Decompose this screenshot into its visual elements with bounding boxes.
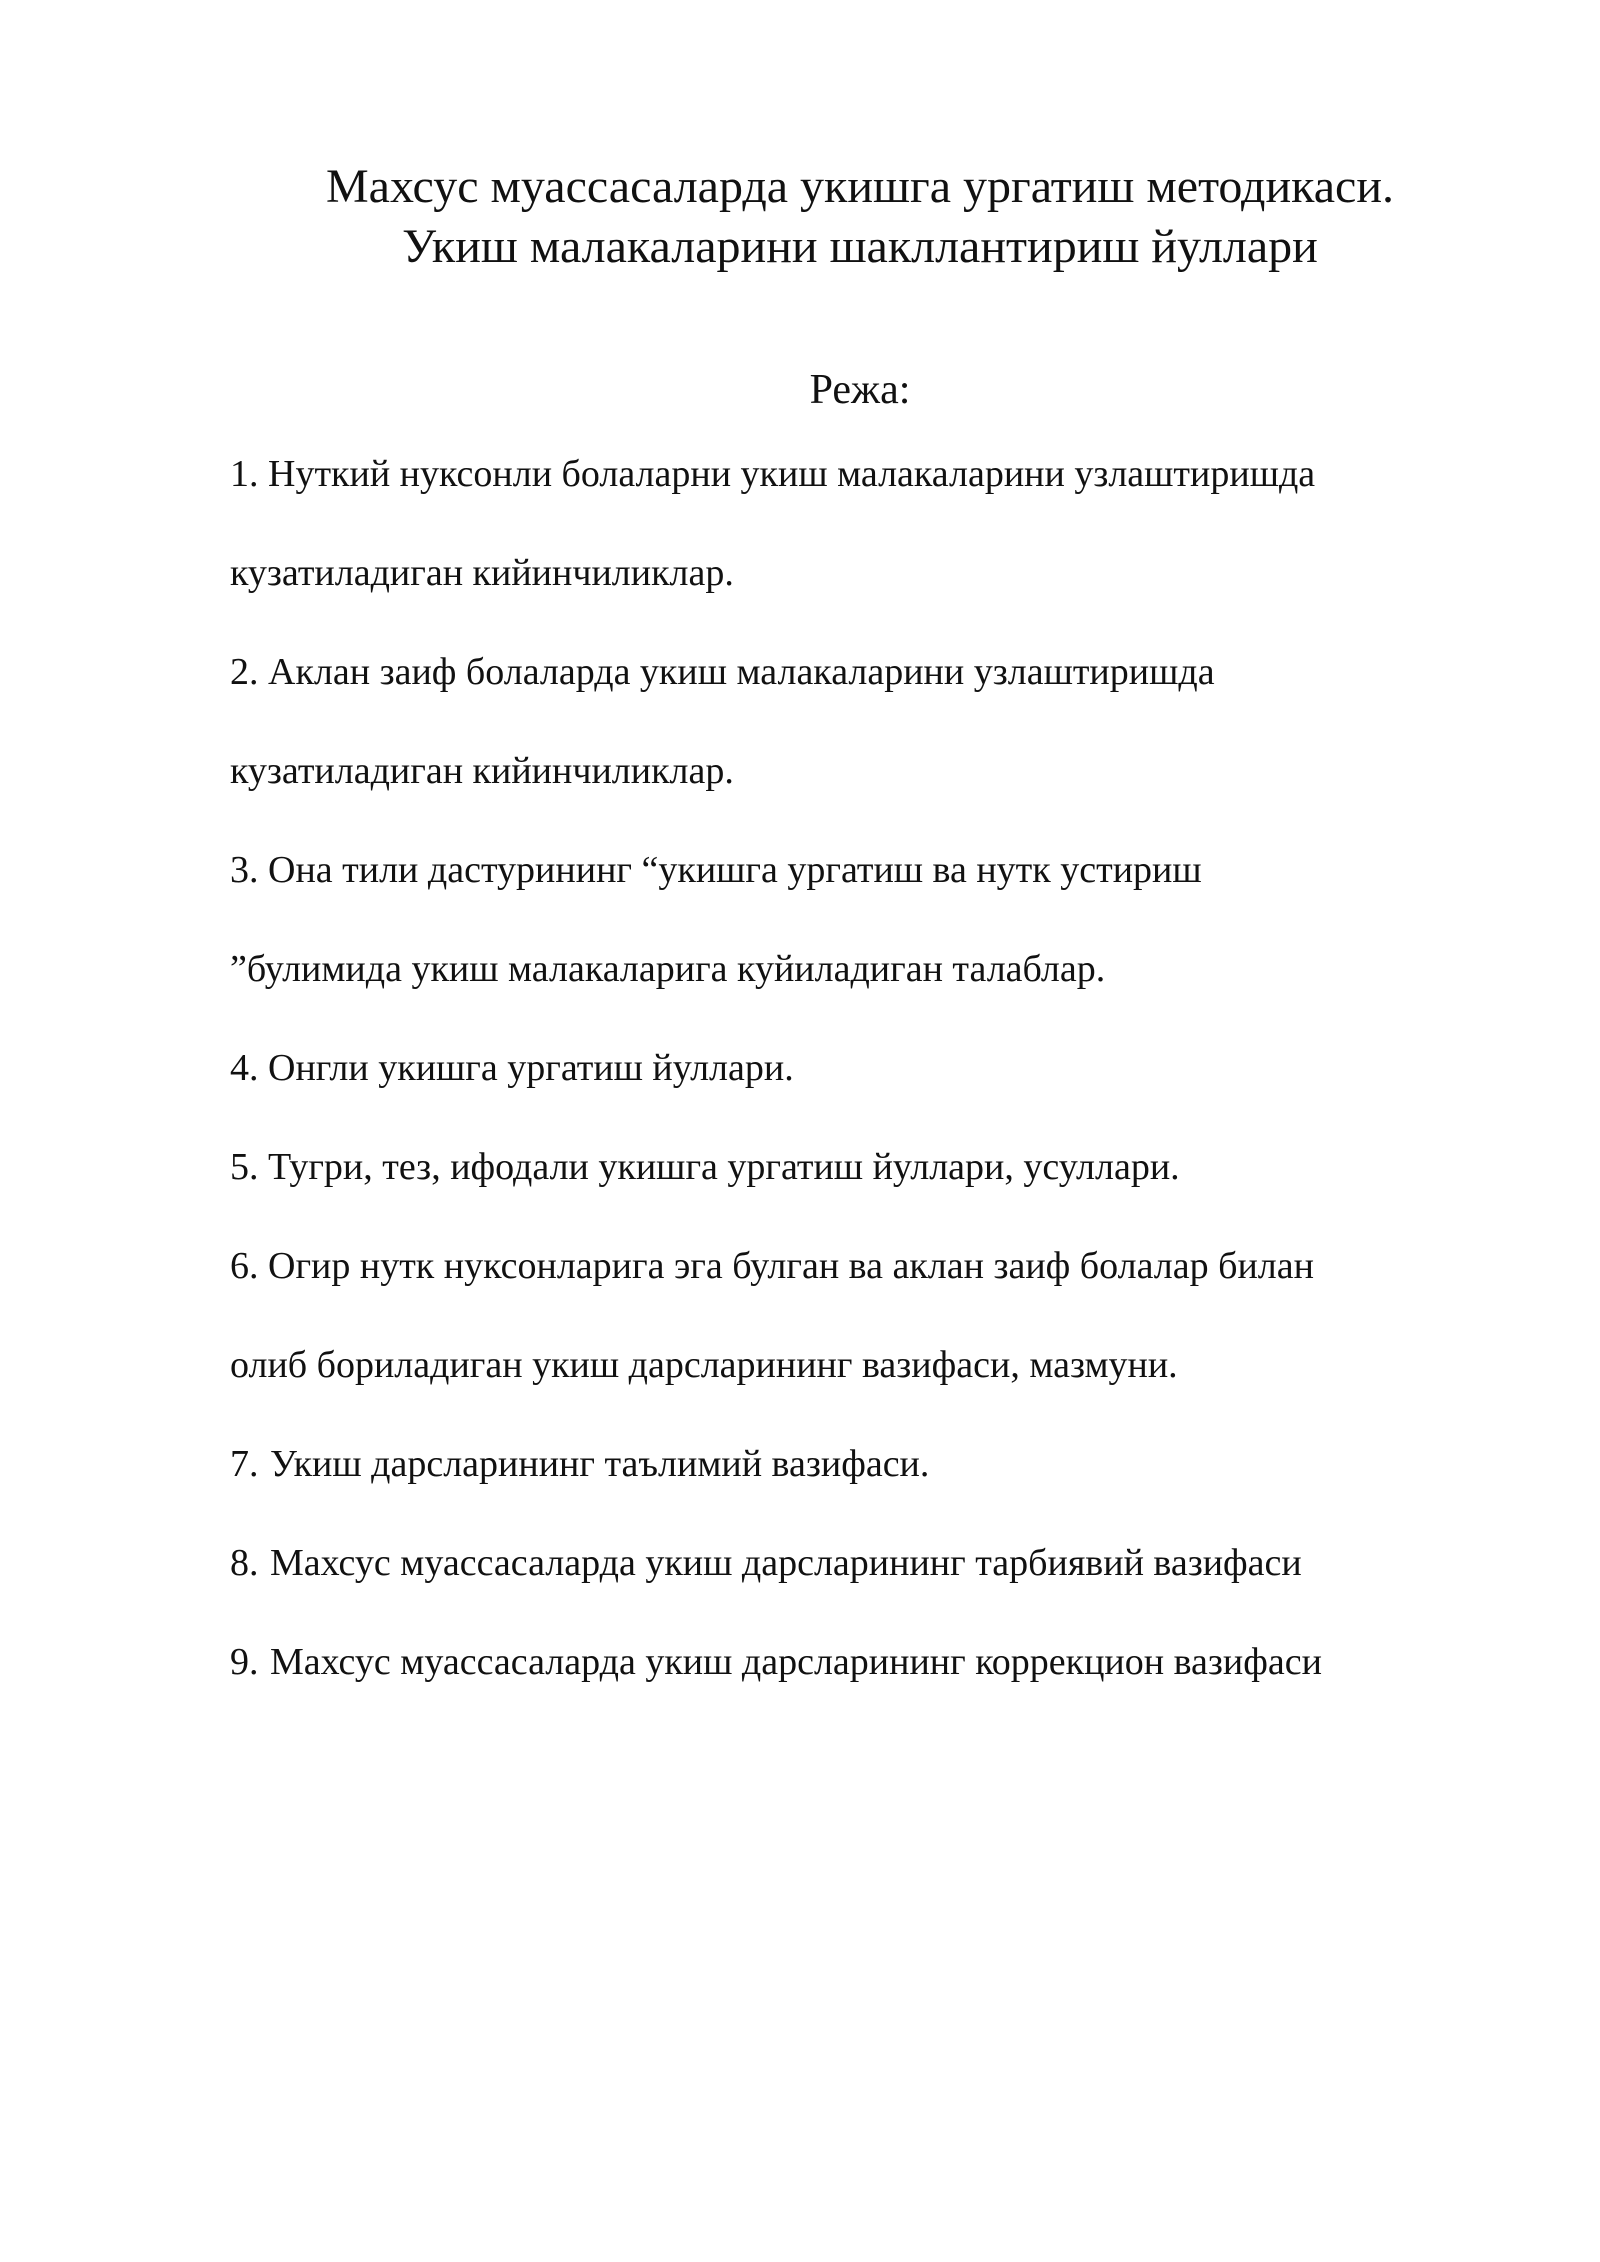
plan-item-6: [230, 1244, 1314, 1288]
plan-item-number: 8.: [230, 1542, 259, 1584]
plan-item-text: Онгли укишга ургатиш йуллари.: [268, 1047, 794, 1089]
document-title-line-1: Махсус муассасаларда укишга ургатиш методикаси.: [325, 160, 1395, 213]
plan-item-number: 5.: [230, 1146, 259, 1188]
plan-item-1: [230, 452, 1315, 496]
plan-item-1-continuation: кузатиладиган кийинчиликлар.: [230, 552, 734, 594]
plan-item-8: [230, 1541, 1302, 1585]
plan-item-text: Укиш дарсларининг таълимий вазифаси.: [270, 1443, 930, 1485]
document-title-line-2: Укиш малакаларини шакллантириш йуллари: [402, 220, 1318, 273]
plan-item-number: 7.: [230, 1443, 259, 1485]
plan-item-text: Аклан заиф болаларда укиш малакаларини узлаштиришда: [268, 651, 1215, 693]
plan-item-2-continuation: кузатиладиган кийинчиликлар.: [230, 750, 734, 792]
plan-item-4: [230, 1046, 794, 1090]
plan-item-5: [230, 1145, 1180, 1189]
plan-item-number: 6.: [230, 1245, 259, 1287]
plan-item-text: Махсус муассасаларда укиш дарсларининг тарбиявий вазифаси: [270, 1542, 1302, 1584]
plan-item-number: 4.: [230, 1047, 259, 1089]
plan-item-text: Она тили дастурининг “укишга ургатиш ва нутк устириш: [268, 849, 1202, 891]
plan-item-7: [230, 1442, 929, 1486]
plan-item-text: Огир нутк нуксонларига эга булган ва аклан заиф болалар билан: [268, 1245, 1314, 1287]
plan-item-number: 2.: [230, 651, 259, 693]
plan-item-6-continuation: олиб бориладиган укиш дарсларининг вазифаси, мазмуни.: [230, 1344, 1178, 1386]
plan-item-number: 1.: [230, 453, 259, 495]
plan-item-9: [230, 1640, 1322, 1684]
plan-item-text: Тугри, тез, ифодали укишга ургатиш йуллари, усуллари.: [268, 1146, 1180, 1188]
plan-item-2: [230, 650, 1215, 694]
plan-item-3-continuation: ”булимида укиш малакаларига куйиладиган талаблар.: [230, 948, 1106, 990]
plan-item-3: [230, 848, 1202, 892]
plan-heading: Режа:: [809, 367, 911, 413]
plan-item-number: 3.: [230, 849, 259, 891]
plan-item-number: 9.: [230, 1641, 259, 1683]
plan-item-text: Нуткий нуксонли болаларни укиш малакаларини узлаштиришда: [268, 453, 1316, 495]
plan-item-text: Махсус муассасаларда укиш дарсларининг коррекцион вазифаси: [270, 1641, 1322, 1683]
